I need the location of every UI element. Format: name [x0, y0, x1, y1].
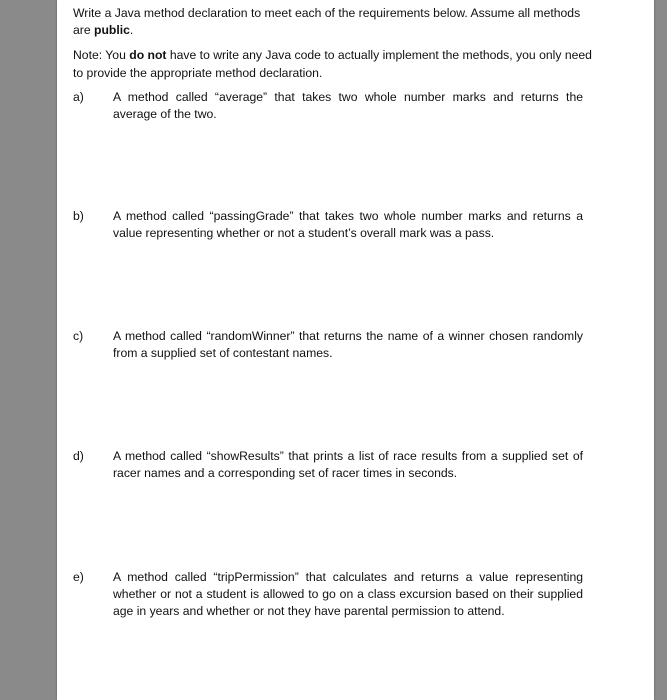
intro-block [73, 5, 599, 82]
note-text-end: have to write any Java code to actually implement the methods, you only need to provide the appropriate method declaration. [73, 48, 592, 80]
question-b [73, 208, 583, 242]
question-text: A method called “showResults” that prints a list of race results from a supplied set of racer names and a corresponding set of racer times in seconds. [113, 449, 583, 481]
instructions-period: . [129, 23, 134, 38]
note-text-start: Note: You [73, 48, 130, 63]
question-text: A method called “passingGrade” that takes two whole number marks and returns a value representing whether or not a student’s overall mark was a pass. [113, 209, 583, 241]
instructions-text: Write a Java method declaration to meet each of the requirements below. Assume all methods are [73, 6, 581, 38]
document-page [57, 0, 654, 700]
question-text: A method called “randomWinner” that returns the name of a winner chosen randomly from a supplied set of contestant names. [113, 329, 583, 361]
question-text: A method called “tripPermission” that calculates and returns a value representing whether or not a student is allowed to go on a class excursion based on their supplied age in years and whether or not they have parental permission to attend. [113, 570, 583, 619]
question-text: A method called “average” that takes two whole number marks and returns the average of the two. [113, 90, 583, 122]
question-label: a) [73, 90, 84, 104]
note-bold-do-not: do not [129, 48, 167, 63]
instructions-bold-public: public [94, 23, 130, 38]
question-label: e) [73, 570, 84, 584]
question-a [73, 89, 583, 123]
question-d [73, 448, 583, 482]
question-label: b) [73, 209, 84, 223]
instructions-paragraph [73, 5, 599, 39]
question-label: d) [73, 449, 84, 463]
question-e [73, 569, 583, 621]
question-c [73, 328, 583, 362]
note-paragraph [73, 47, 599, 81]
question-label: c) [73, 329, 84, 343]
